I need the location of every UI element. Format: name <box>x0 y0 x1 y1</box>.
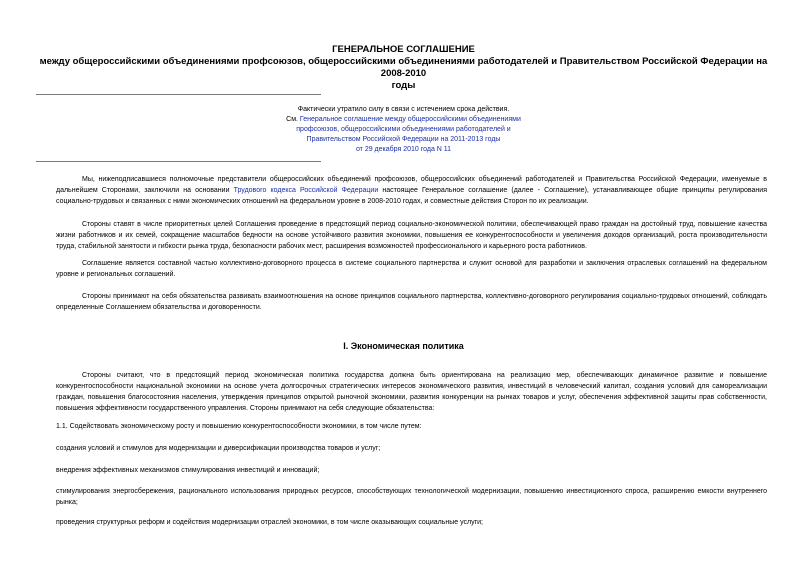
notice-line2 <box>200 115 607 125</box>
status-notice <box>200 105 607 155</box>
document-title: ГЕНЕРАЛЬНОЕ СОГЛАШЕНИЕ <box>332 44 475 55</box>
link-new-agreement-line4[interactable]: от 29 декабря 2010 года N 11 <box>355 146 452 153</box>
link-new-agreement-line3[interactable]: Правительством Российской Федерации на 2011-2013 годы <box>306 136 501 143</box>
link-labor-code[interactable]: Трудового кодекса Российской Федерации <box>233 187 379 194</box>
notice-see-prefix: См. <box>286 116 300 123</box>
preamble-paragraph-2: Стороны ставят в числе приоритетных целей Соглашения проведение в предстоящий период социально-экономической политики, обеспечивающей право граждан на достойный труд, повышение качества жизни работников и их семей, сокращение масштабов бедности на основе устойчивого развития экономики, повышения ее конкурентоспособности и увеличения доходов организаций, роста производительности труда, стабильной занятости и гибкости рынка труда, безопасности рабочих мест, расширения возможностей профессионального и карьерного роста работников. <box>56 221 767 250</box>
section-intro-paragraph: Стороны считают, что в предстоящий период экономическая политика государства должна быть ориентирована на реализацию мер, обеспечивающих динамичное развитие и повышение конкурентоспособности национальной экономики на основе учета долгосрочных стратегических интересов экономического развития, инвестиций в человеческий капитал, создания условий для самореализации граждан, повышения благосостояния населения, утверждения принципов открытой рыночной экономики, развития конкуренции на рынках товаров и услуг, обеспечения эффективной защиты прав собственности, повышения эффективности государственного управления. Стороны принимают на себя следующие обязательства: <box>56 372 767 412</box>
document-subtitle-line1: между общероссийскими объединениями профсоюзов, общероссийскими объединениями работодателей и Правительством Российской Федерации на 2008-2010 <box>39 56 768 79</box>
divider-bottom <box>36 161 321 162</box>
clause-item-a: создания условий и стимулов для модернизации и диверсификации производства товаров и услуг; <box>56 445 381 452</box>
preamble-paragraph-3: Соглашение является составной частью коллективно-договорного процесса в системе социального партнерства и служит основой для разработки и заключения отраслевых соглашений на федеральном уровне и региональных соглашений. <box>56 260 767 278</box>
clause-item-d: проведения структурных реформ и содействия модернизации отраслей экономики, в том числе оказывающих социальные услуги; <box>56 519 484 526</box>
clause-1-1: 1.1. Содействовать экономическому росту и повышению конкурентоспособности экономики, в том числе путем: <box>56 423 422 430</box>
preamble-p1-text-b: настоящее Генеральное соглашение (далее - Соглашение), устанавливающее общие принципы регулирования социально-трудовых и связанных с ними экономических отношений на федеральном уровне в 2008-2010 годах, и совместные действия Сторон по их реализации. <box>56 187 767 205</box>
clause-item-b: внедрения эффективных механизмов стимулирования инвестиций и инноваций; <box>56 467 320 474</box>
notice-line1: Фактически утратило силу в связи с истечением срока действия. <box>297 106 510 113</box>
preamble-p1-text-a: Мы, нижеподписавшиеся полномочные представители общероссийских объединений профсоюзов, общероссийских объединений работодателей и Правительства Российской Федерации, именуемые в дальнейшем Сторонами, заключили на основании <box>56 176 767 194</box>
link-new-agreement-line1[interactable]: Генеральное соглашение между общероссийскими объединениями <box>299 116 521 123</box>
document-title-block <box>30 44 777 92</box>
link-new-agreement-line2[interactable]: профсоюзов, общероссийскими объединениями работодателей и <box>296 126 511 133</box>
divider-top <box>36 94 321 95</box>
preamble-paragraph-1 <box>56 174 767 207</box>
clause-item-c: стимулирования энергосбережения, рационального использования природных ресурсов, способствующих технологической модернизации, повышению инвестиционного спроса, расширению емкости внутреннего рынка; <box>56 488 767 506</box>
document-subtitle-line2: годы <box>391 80 416 91</box>
preamble-paragraph-4: Стороны принимают на себя обязательства развивать взаимоотношения на основе принципов социального партнерства, коллективно-договорного регулирования социально-трудовых отношений, соблюдать определенные Соглашением обязательства и договоренности. <box>56 293 767 311</box>
section-heading: I. Экономическая политика <box>343 341 464 351</box>
